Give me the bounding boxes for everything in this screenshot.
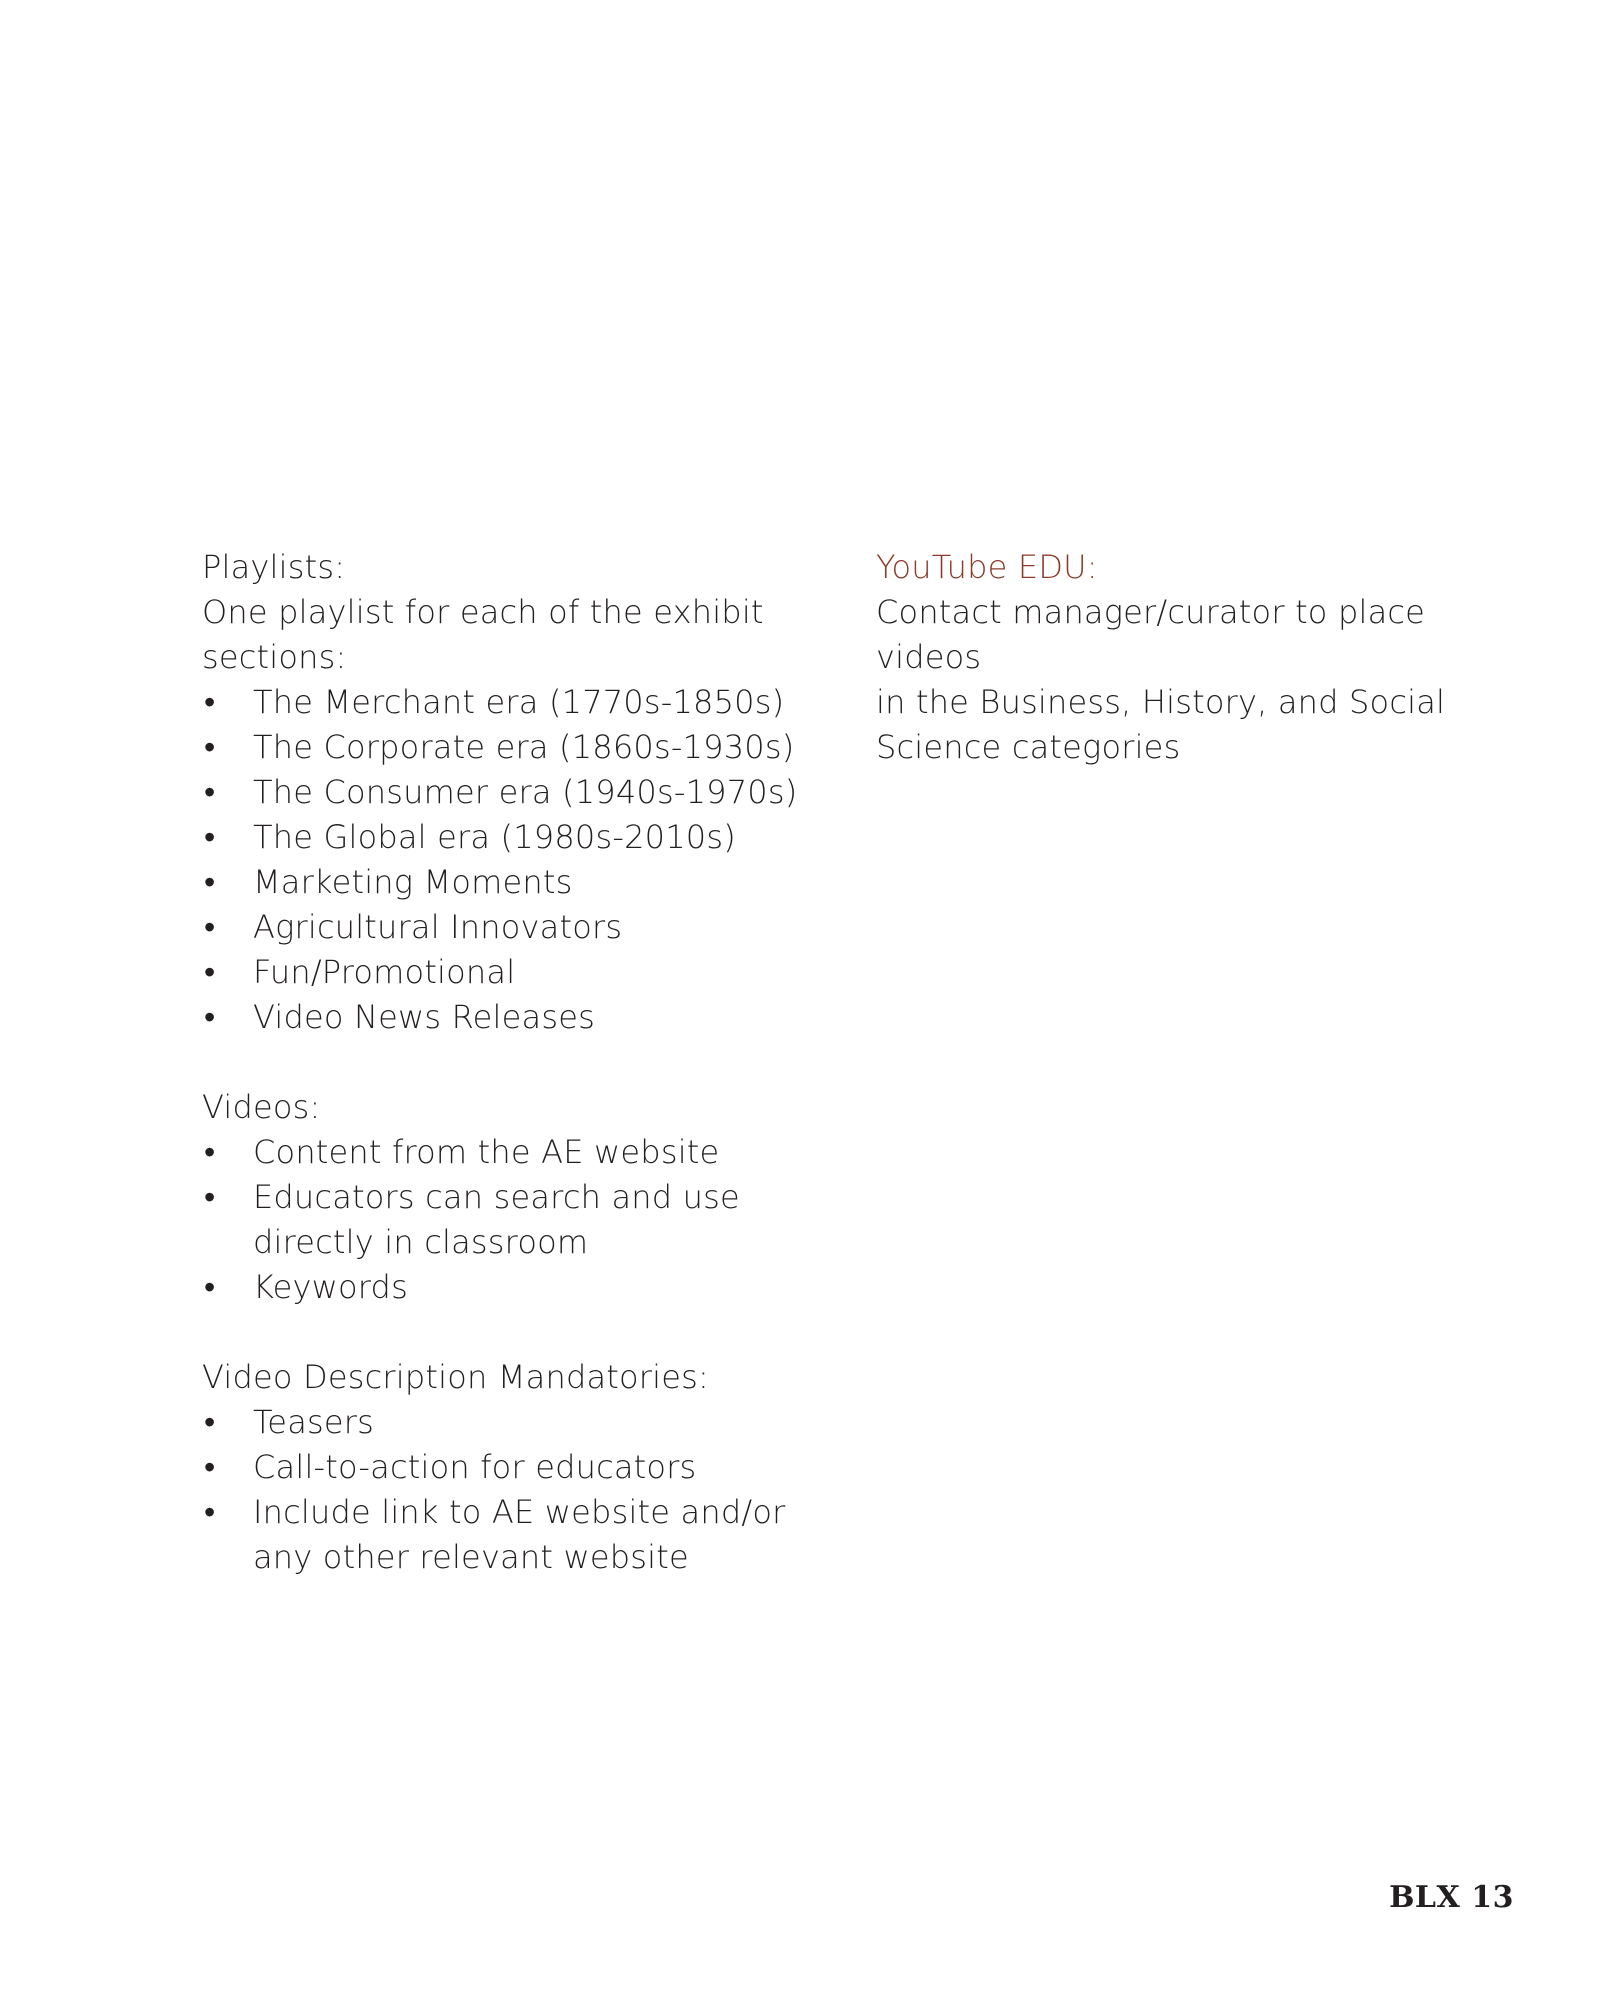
list-item — [202, 680, 842, 725]
left-column — [202, 545, 842, 1580]
list-item — [202, 1445, 842, 1490]
youtube-edu-body-line-2: in the Business, History, and Social — [876, 683, 1446, 721]
list-item — [202, 860, 842, 905]
bullet-icon: • — [204, 953, 216, 991]
list-item — [202, 815, 842, 860]
list-item — [202, 1265, 842, 1310]
list-item-text: Agricultural Innovators — [253, 908, 623, 946]
bullet-icon: • — [204, 1178, 216, 1216]
list-item-text: The Merchant era (1770s-1850s) — [253, 683, 785, 721]
list-item-text: The Global era (1980s-2010s) — [253, 818, 736, 856]
bullet-icon: • — [204, 1268, 216, 1306]
list-item — [202, 995, 842, 1040]
list-item-text: Educators can search and use directly in classroom — [253, 1178, 740, 1261]
list-item — [202, 1175, 842, 1265]
list-item — [202, 1490, 842, 1580]
list-item-text: Keywords — [253, 1268, 408, 1306]
bullet-icon: • — [204, 998, 216, 1036]
bullet-icon: • — [204, 773, 216, 811]
playlists-intro-line-1: One playlist for each of the exhibit — [202, 593, 764, 631]
list-item-text: The Corporate era (1860s-1930s) — [253, 728, 795, 766]
list-item-text: Marketing Moments — [253, 863, 573, 901]
bullet-icon: • — [204, 908, 216, 946]
list-item-text: Fun/Promotional — [253, 953, 516, 991]
bullet-icon: • — [204, 818, 216, 856]
bullet-icon: • — [204, 683, 216, 721]
youtube-edu-body-line-3: Science categories — [876, 728, 1181, 766]
bullet-icon: • — [204, 863, 216, 901]
list-item — [202, 725, 842, 770]
bullet-icon: • — [204, 1493, 216, 1531]
list-item — [202, 950, 842, 995]
list-item-text: Teasers — [253, 1403, 374, 1441]
list-item-text: Video News Releases — [253, 998, 595, 1036]
mandatories-list — [202, 1400, 842, 1580]
videos-heading: Videos: — [202, 1088, 321, 1126]
youtube-edu-body-line-1: Contact manager/curator to place videos — [876, 593, 1426, 676]
bullet-icon: • — [204, 1133, 216, 1171]
mandatories-section — [202, 1355, 842, 1580]
videos-list — [202, 1130, 842, 1310]
list-item-text: Call-to-action for educators — [253, 1448, 697, 1486]
page-number: BLX 13 — [1389, 1880, 1514, 1915]
playlists-intro-line-2: sections: — [202, 638, 347, 676]
videos-section — [202, 1085, 842, 1310]
list-item-text: The Consumer era (1940s-1970s) — [253, 773, 798, 811]
mandatories-heading: Video Description Mandatories: — [202, 1358, 709, 1396]
list-item-text: Include link to AE website and/or any other relevant website — [253, 1493, 786, 1576]
list-item — [202, 1130, 842, 1175]
list-item — [202, 770, 842, 815]
playlists-list — [202, 680, 842, 1040]
list-item-text: Content from the AE website — [253, 1133, 720, 1171]
bullet-icon: • — [204, 1403, 216, 1441]
list-item — [202, 905, 842, 950]
youtube-edu-heading: YouTube EDU: — [876, 548, 1098, 586]
right-column — [876, 545, 1516, 770]
list-item — [202, 1400, 842, 1445]
playlists-section — [202, 545, 842, 1040]
playlists-heading: Playlists: — [202, 548, 346, 586]
bullet-icon: • — [204, 1448, 216, 1486]
bullet-icon: • — [204, 728, 216, 766]
